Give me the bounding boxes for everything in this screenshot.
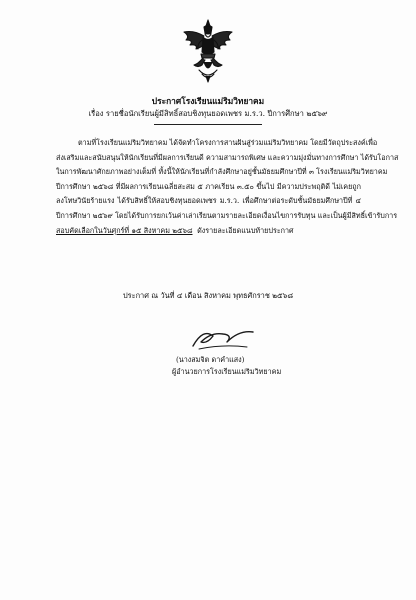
- body-line: ปีการศึกษา ๒๕๖๙ โดยได้รับการยกเว้นค่าเล่าเรียนตามรายละเอียดเงื่อนไขการรับทุน และเป็นผู้มีสิทธิ์เข้ารับการ: [56, 210, 398, 220]
- header-divider: [154, 124, 262, 125]
- body-line: ในการพัฒนาศักยภาพอย่างเต็มที่ ทั้งนี้ให้นักเรียนที่กำลังศึกษาอยู่ชั้นมัธยมศึกษาปีที่ ๓ โรงเรียนแม่ริมวิทยาคม: [56, 167, 388, 177]
- handwritten-signature: [183, 322, 263, 352]
- body-line-final: [56, 224, 361, 239]
- signer-name: (นางสมจิต ดาคำแสง): [176, 355, 245, 364]
- document-subject: เรื่อง รายชื่อนักเรียนผู้มีสิทธิ์สอบชิงทุนยอดเพชร ม.ร.ว. ปีการศึกษา ๒๕๖๙: [88, 109, 328, 118]
- exam-date-underlined: สอบคัดเลือกในวันศุกร์ที่ ๑๕ สิงหาคม ๒๕๖๘: [56, 225, 193, 235]
- body-line-final-rest: ดังรายละเอียดแนบท้ายประกาศ: [197, 225, 294, 235]
- body-line: ส่งเสริมและสนับสนุนให้นักเรียนที่มีผลการเรียนดี ความสามารถพิเศษ และความมุ่งมั่นทางการศึกษา ได้รับโอกาส: [56, 152, 399, 162]
- document-title: ประกาศโรงเรียนแม่ริมวิทยาคม: [151, 96, 265, 106]
- document-body: [56, 136, 399, 238]
- body-line: ตามที่โรงเรียนแม่ริมวิทยาคม ได้จัดทำโครงการสานฝันสู่ร่วมแม่ริมวิทยาคม โดยมีวัตถุประสงค์เพื่อ: [78, 138, 378, 147]
- garuda-emblem-icon: [180, 18, 236, 84]
- signer-title: ผู้อำนวยการโรงเรียนแม่ริมวิทยาคม: [172, 367, 282, 376]
- body-line: ลงโทษวินัยร้ายแรง ได้รับสิทธิ์ให้สอบชิงทุนยอดเพชร ม.ร.ว. เพื่อศึกษาต่อระดับชั้นมัธยมศึกษาปีที่ ๔: [56, 196, 361, 206]
- announcement-date: ประกาศ ณ วันที่ ๔ เดือน สิงหาคม พุทธศักราช ๒๕๖๘: [122, 291, 294, 300]
- body-line: ปีการศึกษา ๒๕๖๘ ที่มีผลการเรียนเฉลี่ยสะสม ๕ ภาคเรียน ๓.๕๐ ขึ้นไป มีความประพฤติดี ไม่เคยถูก: [56, 181, 361, 191]
